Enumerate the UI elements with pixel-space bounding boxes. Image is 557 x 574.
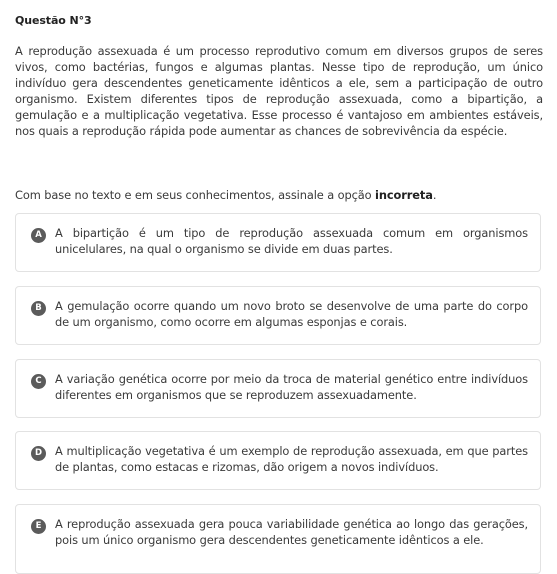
option-text: A gemulação ocorre quando um novo broto se desenvolve de uma parte do corpo de um organismo, como ocorre em algumas esponjas e corais. — [55, 299, 528, 329]
question-title: Questão N°3 — [15, 14, 92, 27]
option-b[interactable] — [15, 286, 541, 345]
option-letter-badge: A — [31, 228, 46, 243]
option-letter-badge: B — [31, 301, 46, 316]
option-text: A bipartição é um tipo de reprodução assexuada comum em organismos unicelulares, na qual o organismo se divide em duas partes. — [55, 226, 528, 256]
option-letter-badge: C — [31, 374, 46, 389]
prompt-text: Com base no texto e em seus conhecimentos, assinale a opção — [15, 188, 376, 202]
option-text: A variação genética ocorre por meio da troca de material genético entre indivíduos diferentes em organismos que se reproduzem assexuadamente. — [55, 372, 528, 402]
prompt-emphasis: incorreta — [375, 188, 433, 202]
option-e[interactable] — [15, 504, 541, 574]
option-letter-badge: D — [31, 446, 46, 461]
option-letter-badge: E — [31, 519, 46, 534]
option-text: A reprodução assexuada gera pouca variabilidade genética ao longo das gerações, pois um único organismo gera descendentes geneticamente idênticos a ele. — [55, 517, 528, 547]
question-statement: A reprodução assexuada é um processo reprodutivo comum em diversos grupos de seres vivos, como bactérias, fungos e algumas plantas. Nesse tipo de reprodução, um único indivíduo gera descendentes geneticamente idênticos a ele, sem a participação de outro organismo. Existem diferentes tipos de reprodução assexuada, como a bipartição, a gemulação e a multiplicação vegetativa. Esse processo é vantajoso em ambientes estáveis, nos quais a reprodução rápida pode aumentar as chances de sobrevivência da espécie. — [15, 44, 543, 138]
option-text: A multiplicação vegetativa é um exemplo de reprodução assexuada, em que partes de plantas, como estacas e rizomas, dão origem a novos indivíduos. — [55, 444, 528, 474]
question-prompt — [15, 187, 545, 203]
option-a[interactable] — [15, 213, 541, 272]
prompt-end: . — [432, 188, 437, 202]
option-c[interactable] — [15, 359, 541, 418]
option-d[interactable] — [15, 431, 541, 490]
